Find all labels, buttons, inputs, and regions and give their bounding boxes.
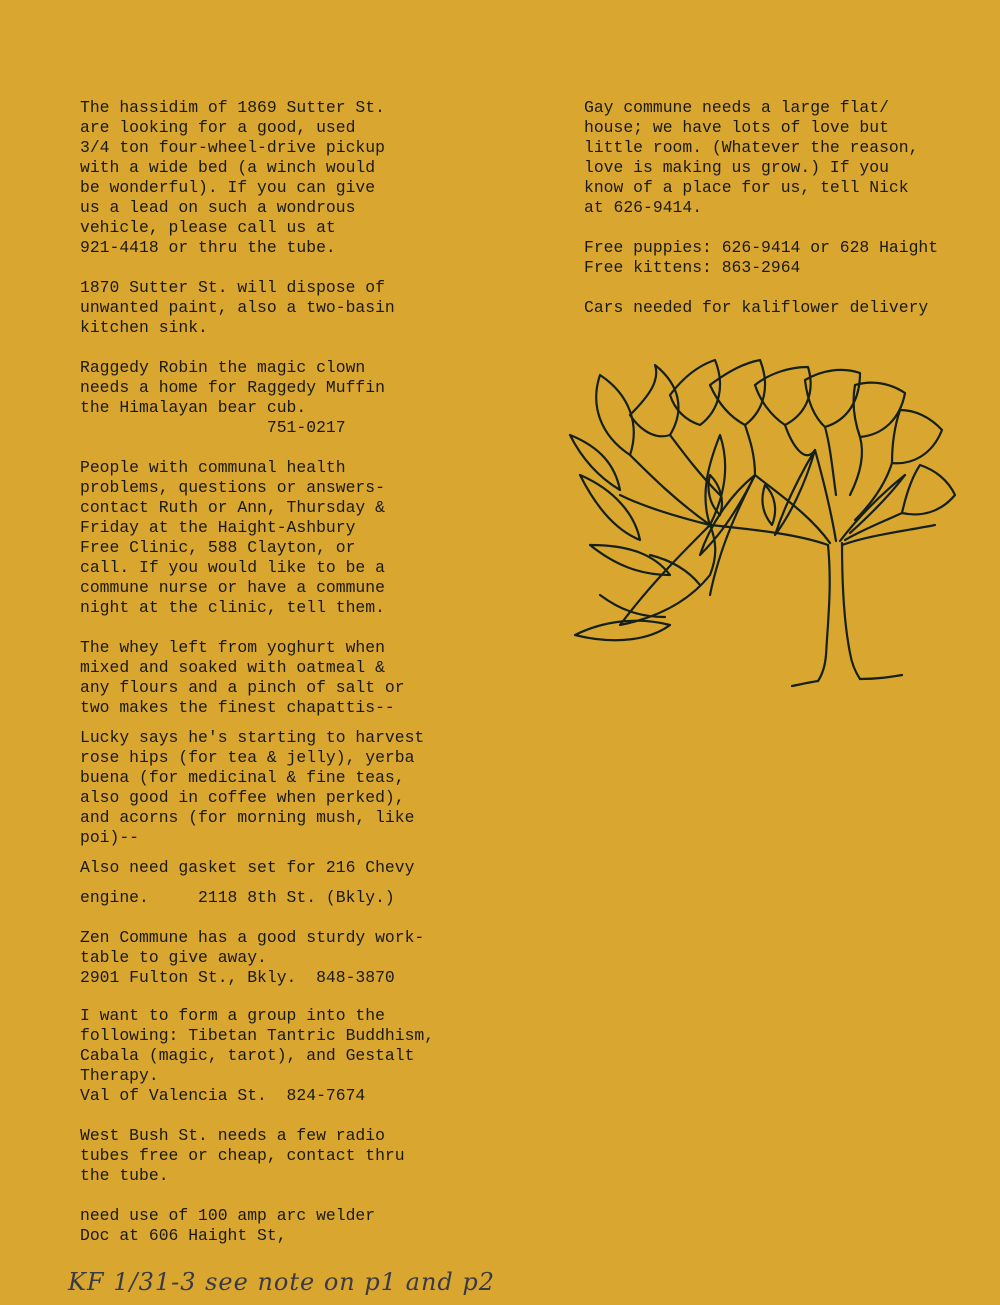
notice-line: Free puppies: 626-9414 or 628 Haight (584, 238, 939, 257)
notice-line: the Himalayan bear cub. (80, 398, 307, 417)
notice-line: 921-4418 or thru the tube. (80, 238, 336, 257)
notice-line: Therapy. (80, 1066, 159, 1085)
notice-line: mixed and soaked with oatmeal & (80, 658, 385, 677)
notice-group (80, 1006, 434, 1106)
notice-pets (584, 238, 938, 278)
notice-radio (80, 1126, 405, 1186)
notice-line: and acorns (for morning mush, like (80, 808, 415, 827)
notice-truck (80, 98, 385, 258)
notice-line: Gay commune needs a large flat/ (584, 98, 889, 117)
notice-line: Free Clinic, 588 Clayton, or (80, 538, 356, 557)
notice-line: West Bush St. needs a few radio (80, 1126, 385, 1145)
notice-line: Friday at the Haight-Ashbury (80, 518, 356, 537)
notice-line: be wonderful). If you can give (80, 178, 376, 197)
notice-line: The hassidim of 1869 Sutter St. (80, 98, 385, 117)
notice-paint (80, 278, 395, 338)
notice-gay-commune (584, 98, 918, 218)
notice-line: us a lead on such a wondrous (80, 198, 356, 217)
notice-line: 751-0217 (80, 418, 346, 437)
notice-line: Also need gasket set for 216 Chevy (80, 858, 415, 877)
notice-cars (584, 298, 928, 318)
notice-line: 1870 Sutter St. will dispose of (80, 278, 385, 297)
notice-line: tubes free or cheap, contact thru (80, 1146, 405, 1165)
notice-line: also good in coffee when perked), (80, 788, 405, 807)
notice-line: buena (for medicinal & fine teas, (80, 768, 405, 787)
notice-line: table to give away. (80, 948, 267, 967)
notice-line: Free kittens: 863-2964 (584, 258, 801, 277)
notice-line: the tube. (80, 1166, 169, 1185)
notice-line: commune nurse or have a commune (80, 578, 385, 597)
notice-line: Val of Valencia St. 824-7674 (80, 1086, 366, 1105)
notice-line: know of a place for us, tell Nick (584, 178, 909, 197)
notice-line: two makes the finest chapattis-- (80, 698, 395, 717)
notice-zen (80, 928, 424, 988)
notice-line: needs a home for Raggedy Muffin (80, 378, 385, 397)
notice-line: at 626-9414. (584, 198, 703, 217)
notice-health (80, 458, 385, 618)
notice-whey (80, 638, 405, 718)
notice-line: rose hips (for tea & jelly), yerba (80, 748, 415, 767)
notice-line: love is making us grow.) If you (584, 158, 889, 177)
notice-line: little room. (Whatever the reason, (584, 138, 919, 157)
notice-line: kitchen sink. (80, 318, 208, 337)
notice-line: house; we have lots of love but (584, 118, 889, 137)
notice-line: need use of 100 amp arc welder (80, 1206, 376, 1225)
notice-line: I want to form a group into the (80, 1006, 385, 1025)
notice-gasket (80, 858, 414, 908)
notice-line: Raggedy Robin the magic clown (80, 358, 366, 377)
notice-clown (80, 358, 385, 438)
notice-line: call. If you would like to be a (80, 558, 385, 577)
notice-line: are looking for a good, used (80, 118, 356, 137)
notice-line: poi)-- (80, 828, 140, 847)
notice-line: Cars needed for kaliflower delivery (584, 298, 929, 317)
handwritten-note: KF 1/31-3 see note on p1 and p2 (68, 1268, 496, 1296)
notice-line: 3/4 ton four-wheel-drive pickup (80, 138, 385, 157)
notice-line: problems, questions or answers- (80, 478, 385, 497)
notice-line: Cabala (magic, tarot), and Gestalt (80, 1046, 415, 1065)
notice-line: unwanted paint, also a two-basin (80, 298, 395, 317)
notice-line: any flours and a pinch of salt or (80, 678, 405, 697)
tree-illustration (560, 355, 960, 695)
notice-line: night at the clinic, tell them. (80, 598, 385, 617)
notice-line: 2901 Fulton St., Bkly. 848-3870 (80, 968, 395, 987)
notice-line: contact Ruth or Ann, Thursday & (80, 498, 385, 517)
notice-line: Doc at 606 Haight St, (80, 1226, 287, 1245)
notice-line: vehicle, please call us at (80, 218, 336, 237)
notice-line: People with communal health (80, 458, 346, 477)
notice-welder (80, 1206, 375, 1246)
notice-line: Lucky says he's starting to harvest (80, 728, 425, 747)
notice-line: The whey left from yoghurt when (80, 638, 385, 657)
notice-line: Zen Commune has a good sturdy work- (80, 928, 425, 947)
notice-lucky (80, 728, 424, 848)
notice-line: following: Tibetan Tantric Buddhism, (80, 1026, 435, 1045)
notice-line: engine. 2118 8th St. (Bkly.) (80, 888, 395, 907)
notice-line: with a wide bed (a winch would (80, 158, 376, 177)
